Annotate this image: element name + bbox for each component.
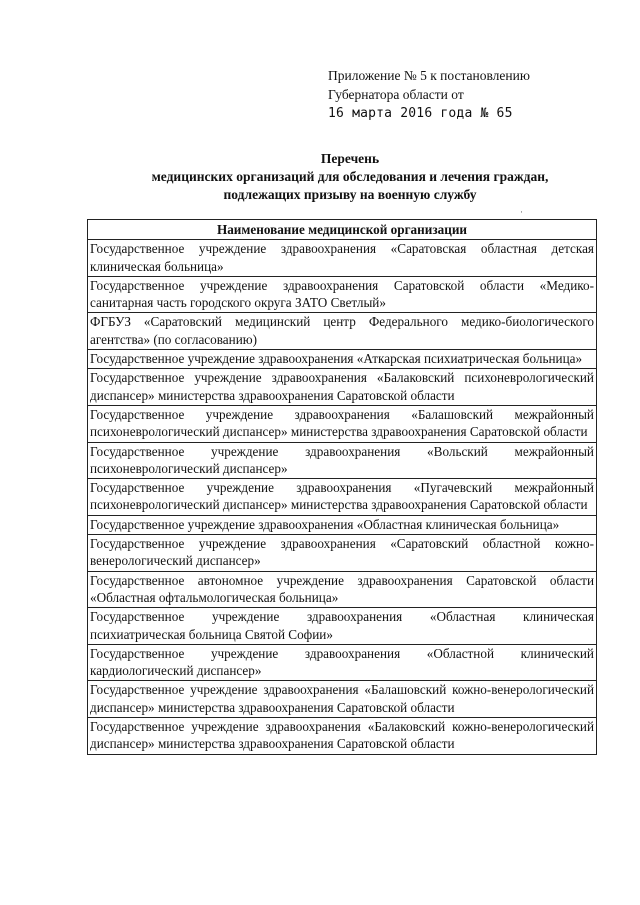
appendix-line-2: Губернатора области от: [328, 87, 464, 102]
organization-name-cell: Государственное учреждение здравоохранения «Областная клиническая больница»: [88, 515, 597, 534]
table-row: [88, 535, 597, 572]
table-row: [88, 718, 597, 755]
organization-name-cell: Государственное учреждение здравоохранения «Областной клинический кардиологический диспансер»: [88, 644, 597, 681]
table-row: [88, 479, 597, 516]
table-row: [88, 608, 597, 645]
table-row: [88, 369, 597, 406]
table-row: [88, 313, 597, 350]
appendix-line-1: Приложение № 5 к постановлению: [328, 68, 530, 83]
organization-name-cell: ФГБУЗ «Саратовский медицинский центр Федерального медико-биологического агентства» (по согласованию): [88, 313, 597, 350]
stray-mark: ·: [520, 207, 523, 217]
table-row: [88, 350, 597, 369]
organization-name-cell: Государственное учреждение здравоохранения Саратовской области «Медико-санитарная часть городского округа ЗАТО Светлый»: [88, 276, 597, 313]
organization-name-cell: Государственное автономное учреждение здравоохранения Саратовской области «Областная офтальмологическая больница»: [88, 571, 597, 608]
table-row: [88, 442, 597, 479]
appendix-date-line: 16 марта 2016 года № 65: [328, 106, 513, 121]
organization-name-cell: Государственное учреждение здравоохранения «Балашовский межрайонный психоневрологический диспансер» министерства здравоохранения Саратовской области: [88, 405, 597, 442]
table-row: [88, 240, 597, 277]
organization-name-cell: Государственное учреждение здравоохранения «Балашовский кожно-венерологический диспансер» министерства здравоохранения Саратовской области: [88, 681, 597, 718]
organizations-table: [87, 219, 597, 755]
table-body: [88, 240, 597, 754]
table-row: [88, 276, 597, 313]
table-row: [88, 571, 597, 608]
organization-name-cell: Государственное учреждение здравоохранения «Аткарская психиатрическая больница»: [88, 350, 597, 369]
organization-name-cell: Государственное учреждение здравоохранения «Областная клиническая психиатрическая больница Святой Софии»: [88, 608, 597, 645]
organization-name-cell: Государственное учреждение здравоохранения «Пугачевский межрайонный психоневрологический диспансер» министерства здравоохранения Саратовской области: [88, 479, 597, 516]
table-row: [88, 405, 597, 442]
table-row: [88, 644, 597, 681]
organization-name-cell: Государственное учреждение здравоохранения «Саратовская областная детская клиническая больница»: [88, 240, 597, 277]
heading-title: Перечень: [320, 151, 380, 166]
organization-name-cell: Государственное учреждение здравоохранения «Саратовский областной кожно-венерологический диспансер»: [88, 535, 597, 572]
organization-name-cell: Государственное учреждение здравоохранения «Балаковский кожно-венерологический диспансер» министерства здравоохранения Саратовской области: [88, 718, 597, 755]
organization-name-cell: Государственное учреждение здравоохранения «Балаковский психоневрологический диспансер» министерства здравоохранения Саратовской области: [88, 369, 597, 406]
heading-line-3: подлежащих призыву на военную службу: [223, 187, 477, 202]
appendix-note: [328, 66, 530, 123]
organization-name-cell: Государственное учреждение здравоохранения «Вольский межрайонный психоневрологический диспансер»: [88, 442, 597, 479]
document-heading: [60, 150, 640, 204]
table-row: [88, 515, 597, 534]
table-row: [88, 681, 597, 718]
column-header: Наименование медицинской организации: [88, 220, 597, 240]
table-header-row: [88, 220, 597, 240]
heading-line-2: медицинских организаций для обследования и лечения граждан,: [151, 169, 549, 184]
